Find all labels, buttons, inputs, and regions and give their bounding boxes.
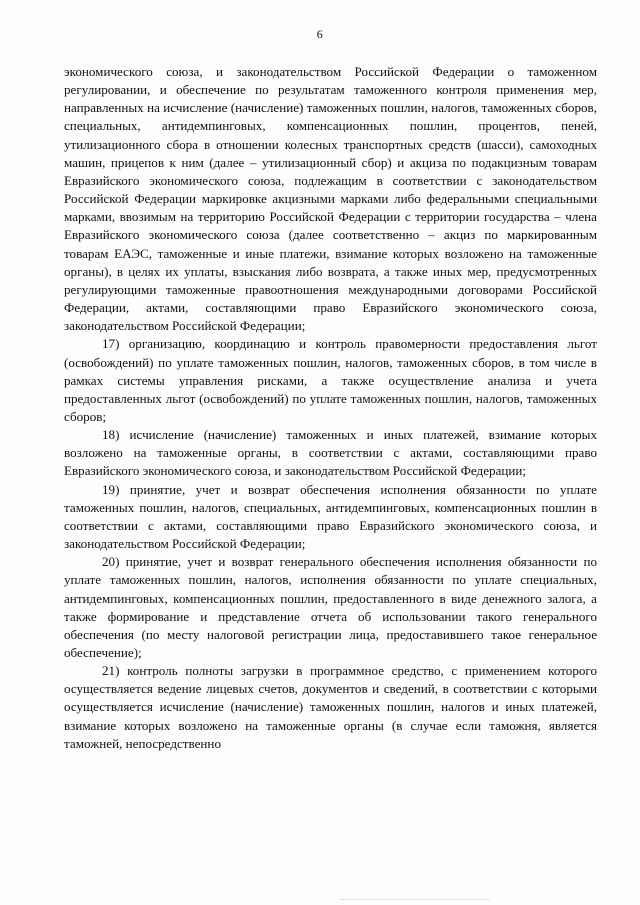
paragraph-item-20: 20) принятие, учет и возврат генерального обеспечения исполнения обязанности по уплате таможенных пошлин, налогов, исполнения обязанности по уплате специальных, антидемпинговых, компенсационных пошлин, предоставленного в виде денежного залога, а также формирование и представление отчета об использовании такого генерального обеспечения (по месту налоговой регистрации лица, предоставившего такое генеральное обеспечение); [64, 554, 597, 660]
paragraph-continuation: экономического союза, и законодательством Российской Федерации о таможенном регулировании, и обеспечение по результатам таможенного контроля применения мер, направленных на исчисление (начисление) таможенных пошлин, налогов, таможенных сборов, специальных, антидемпинговых, компенсационных пошлин, процентов, пеней, утилизационного сбора в отношении колесных транспортных средств (шасси), самоходных машин, прицепов к ним (далее – утилизационный сбор) и акциза по подакцизным товарам Евразийского экономического союза, подлежащим в соответствии с законодательством Российской Федерации маркировке акцизными марками либо федеральными специальными марками, ввозимым на территорию Российской Федерации с территории государства – члена Евразийского экономического союза (далее соответственно – акциз по маркированным товарам ЕАЭС, таможенные и иные платежи, взимание которых возложено на таможенные органы), в целях их уплаты, взыскания либо возврата, а также иных мер, предусмотренных регулирующими таможенные правоотношения международными договорами Российской Федерации, актами, составляющими право Евразийского экономического союза, законодательством Российской Федерации; [64, 64, 597, 334]
paragraph-item-19: 19) принятие, учет и возврат обеспечения исполнения обязанности по уплате таможенных пошлин, налогов, специальных, антидемпинговых, компенсационных пошлин в соответствии с актами, составляющими право Евразийского экономического союза, и законодательством Российской Федерации; [64, 481, 597, 552]
scan-edge-mark [340, 899, 490, 901]
paragraph-item-18: 18) исчисление (начисление) таможенных и иных платежей, взимание которых возложено на таможенные органы, в соответствии с актами, составляющими право Евразийского экономического союза, и законодательством Российской Федерации; [64, 427, 597, 479]
paragraph-item-21: 21) контроль полноты загрузки в программное средство, с применением которого осуществляется ведение лицевых счетов, документов и сведений, в соответствии с которыми осуществляется исчисление (начисление) таможенных пошлин, налогов и иных платежей, взимание которых возложено на таможенные органы (в случае если таможня, является таможней, непосредственно [64, 663, 597, 751]
page-number: 6 [316, 27, 324, 41]
paragraph-item-17: 17) организацию, координацию и контроль правомерности предоставления льгот (освобождений) по уплате таможенных пошлин, налогов, таможенных сборов, в том числе в рамках системы управления рисками, а также осуществление анализа и учета предоставленных льгот (освобождений) по уплате таможенных пошлин, налогов, таможенных сборов; [64, 336, 597, 424]
document-body [64, 63, 597, 753]
